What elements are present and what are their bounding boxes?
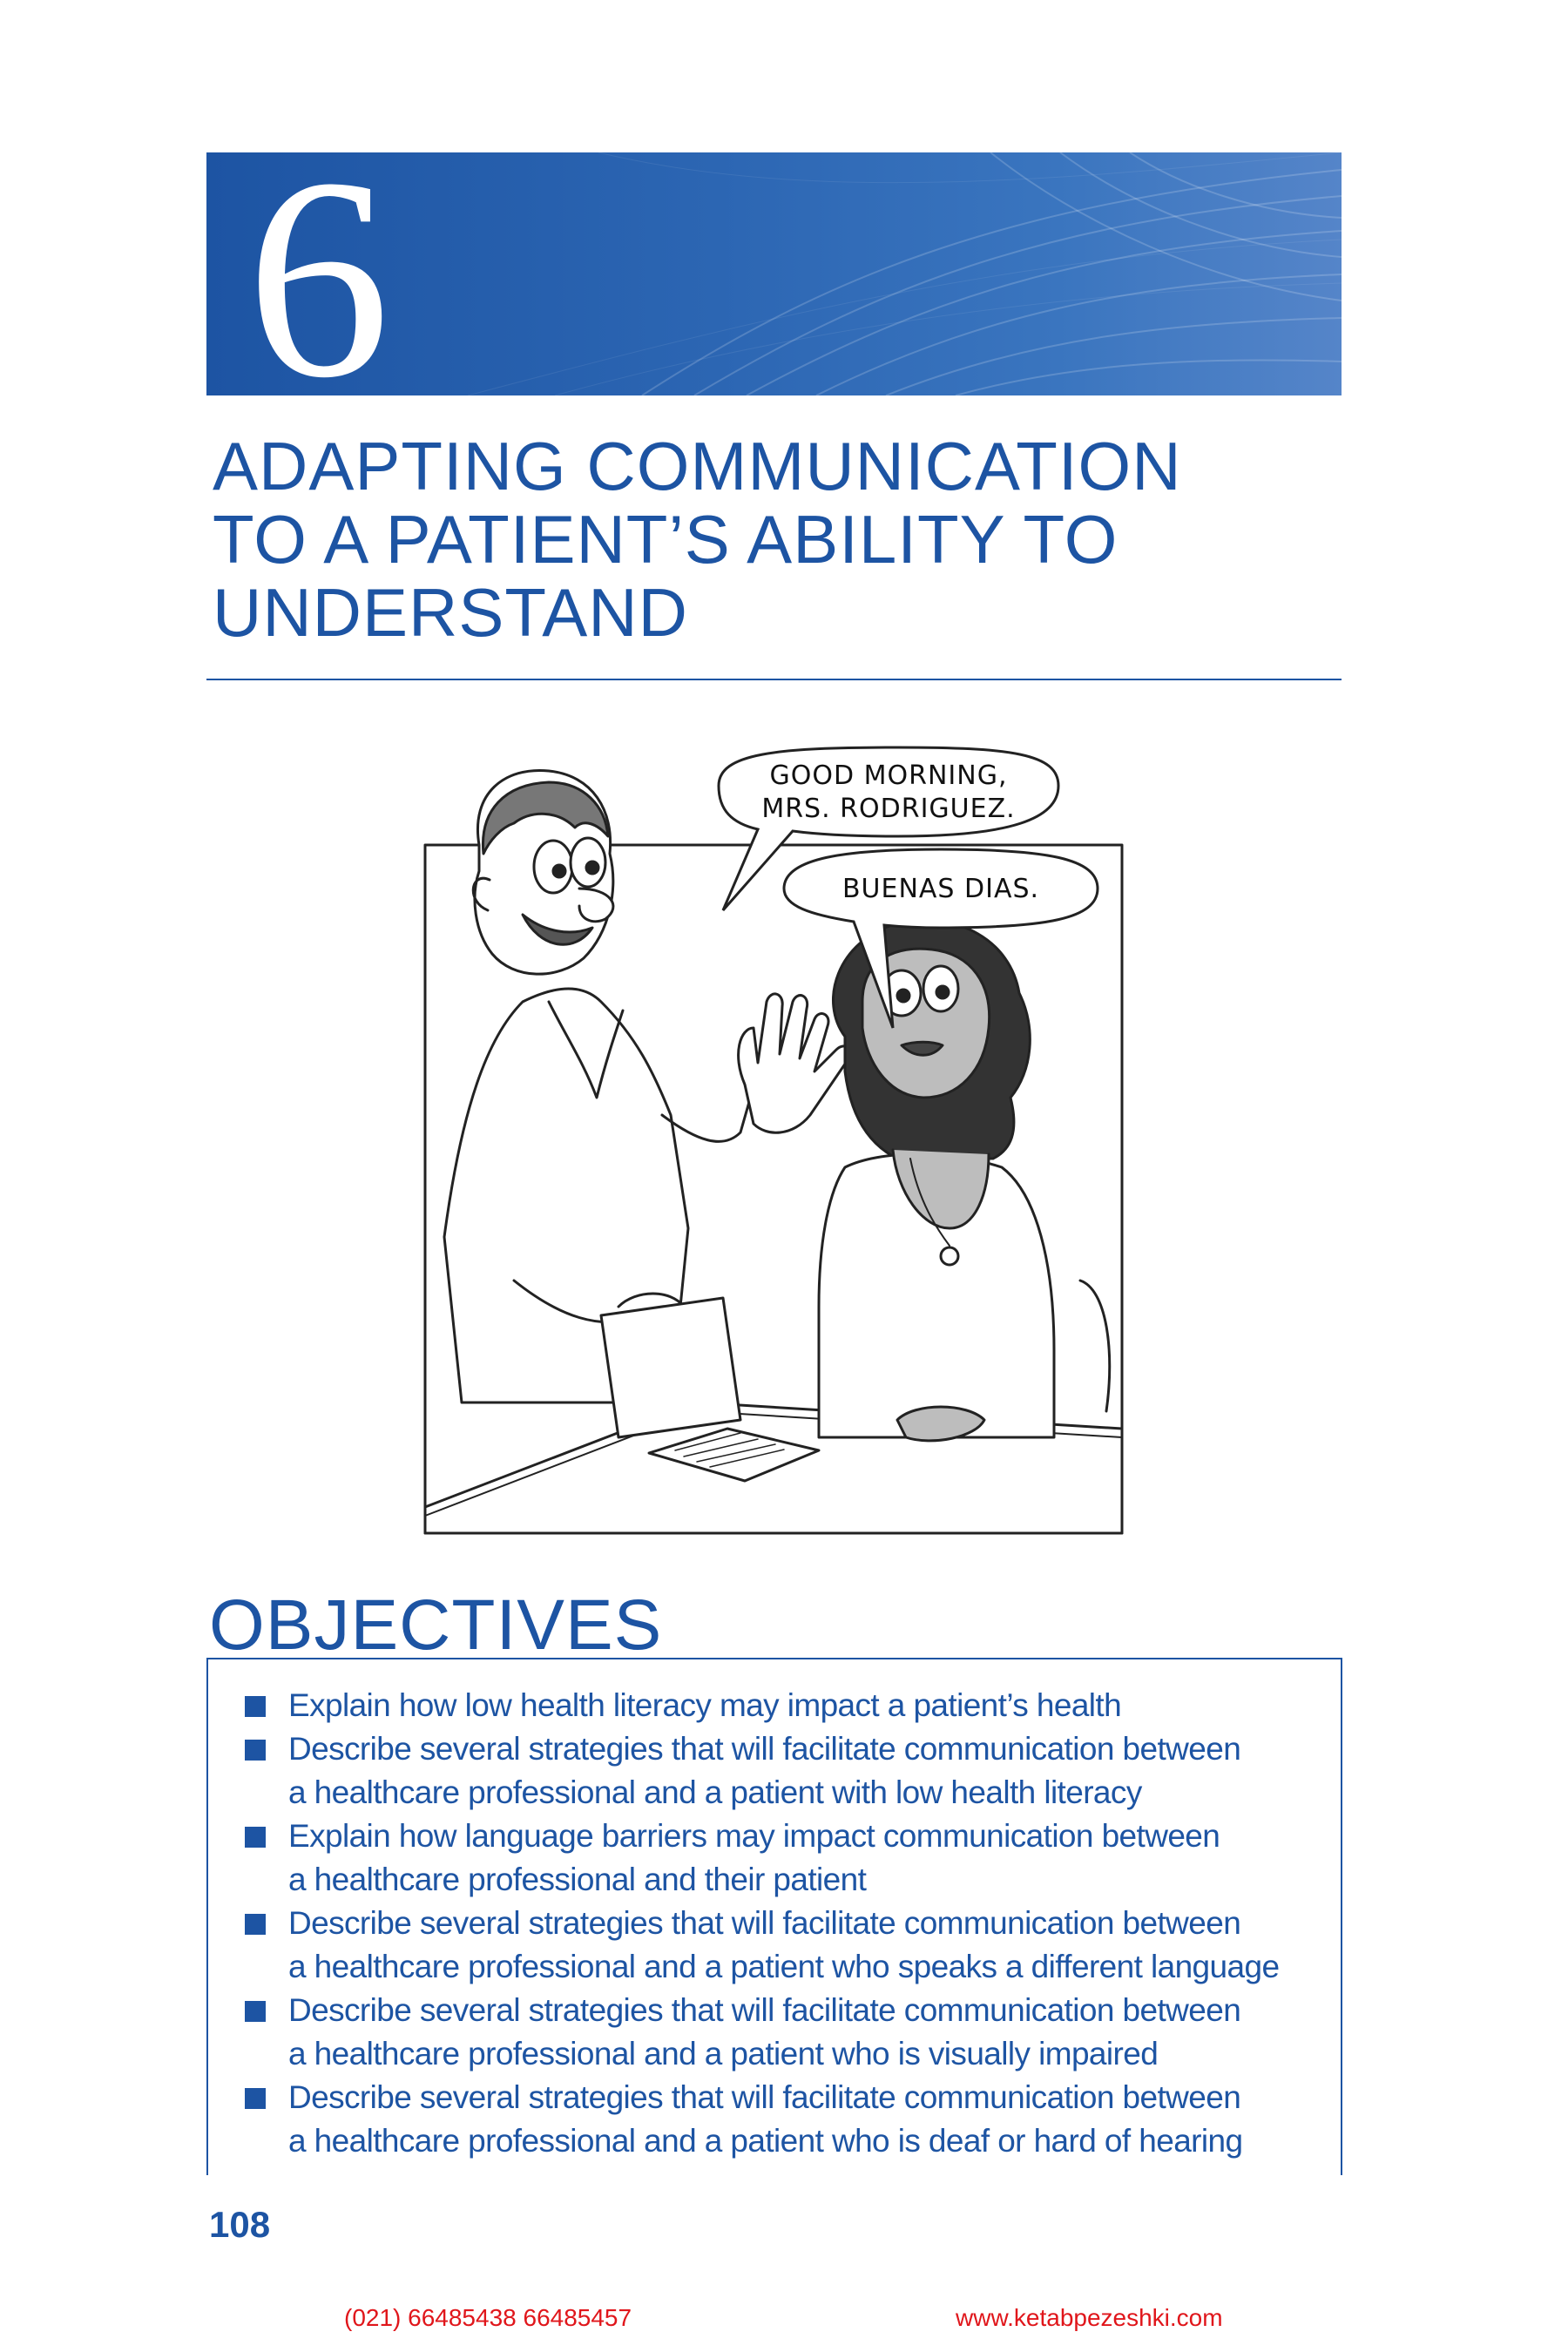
objective-item [245,1989,1325,2076]
page-number: 108 [209,2204,271,2245]
square-bullet-icon [245,1914,266,1935]
chapter-title [213,429,1345,649]
square-bullet-icon [245,2001,266,2022]
objective-line: Describe several strategies that will facilitate communication between [288,1905,1241,1941]
objectives-list [245,1684,1325,2163]
title-divider [206,679,1342,680]
objective-line: Describe several strategies that will facilitate communication between [288,1731,1241,1767]
chapter-title-line: ADAPTING COMMUNICATION [213,428,1182,504]
objective-item [245,1815,1325,1902]
bubble-text-line: GOOD MORNING, [769,760,1008,791]
objective-item [245,1684,1325,1727]
chapter-title-line: UNDERSTAND [213,574,688,651]
footer-website-link[interactable]: www.ketabpezeshki.com [956,2304,1223,2331]
chapter-title-line: TO A PATIENT’S ABILITY TO [213,501,1119,578]
objective-item [245,2076,1325,2163]
footer-phone: (021) 66485438 66485457 [344,2304,632,2331]
objective-line: a healthcare professional and a patient who speaks a different language [288,1949,1280,1984]
bubble-text-line: MRS. RODRIGUEZ. [761,794,1016,824]
chair [601,1298,740,1437]
objective-line: a healthcare professional and a patient with low health literacy [288,1774,1142,1810]
objective-line: Explain how language barriers may impact communication between [288,1818,1220,1854]
objective-line: Describe several strategies that will facilitate communication between [288,1992,1241,2028]
objective-line: Explain how low health literacy may impact a patient’s health [288,1687,1122,1723]
square-bullet-icon [245,1696,266,1717]
square-bullet-icon [245,1827,266,1848]
chapter-number: 6 [247,119,390,437]
square-bullet-icon [245,2088,266,2109]
objective-line: Describe several strategies that will facilitate communication between [288,2079,1241,2115]
objective-line: a healthcare professional and a patient who is visually impaired [288,2036,1159,2072]
objective-line: a healthcare professional and their patient [288,1862,867,1897]
bubble-text: BUENAS DIAS. [841,874,1040,904]
objectives-heading: OBJECTIVES [209,1585,663,1665]
objective-item [245,1902,1325,1989]
objective-line: a healthcare professional and a patient who is deaf or hard of hearing [288,2123,1243,2159]
objective-item [245,1727,1325,1815]
square-bullet-icon [245,1740,266,1761]
objectives-box [206,1658,1342,2175]
cartoon-illustration [409,740,1141,1542]
